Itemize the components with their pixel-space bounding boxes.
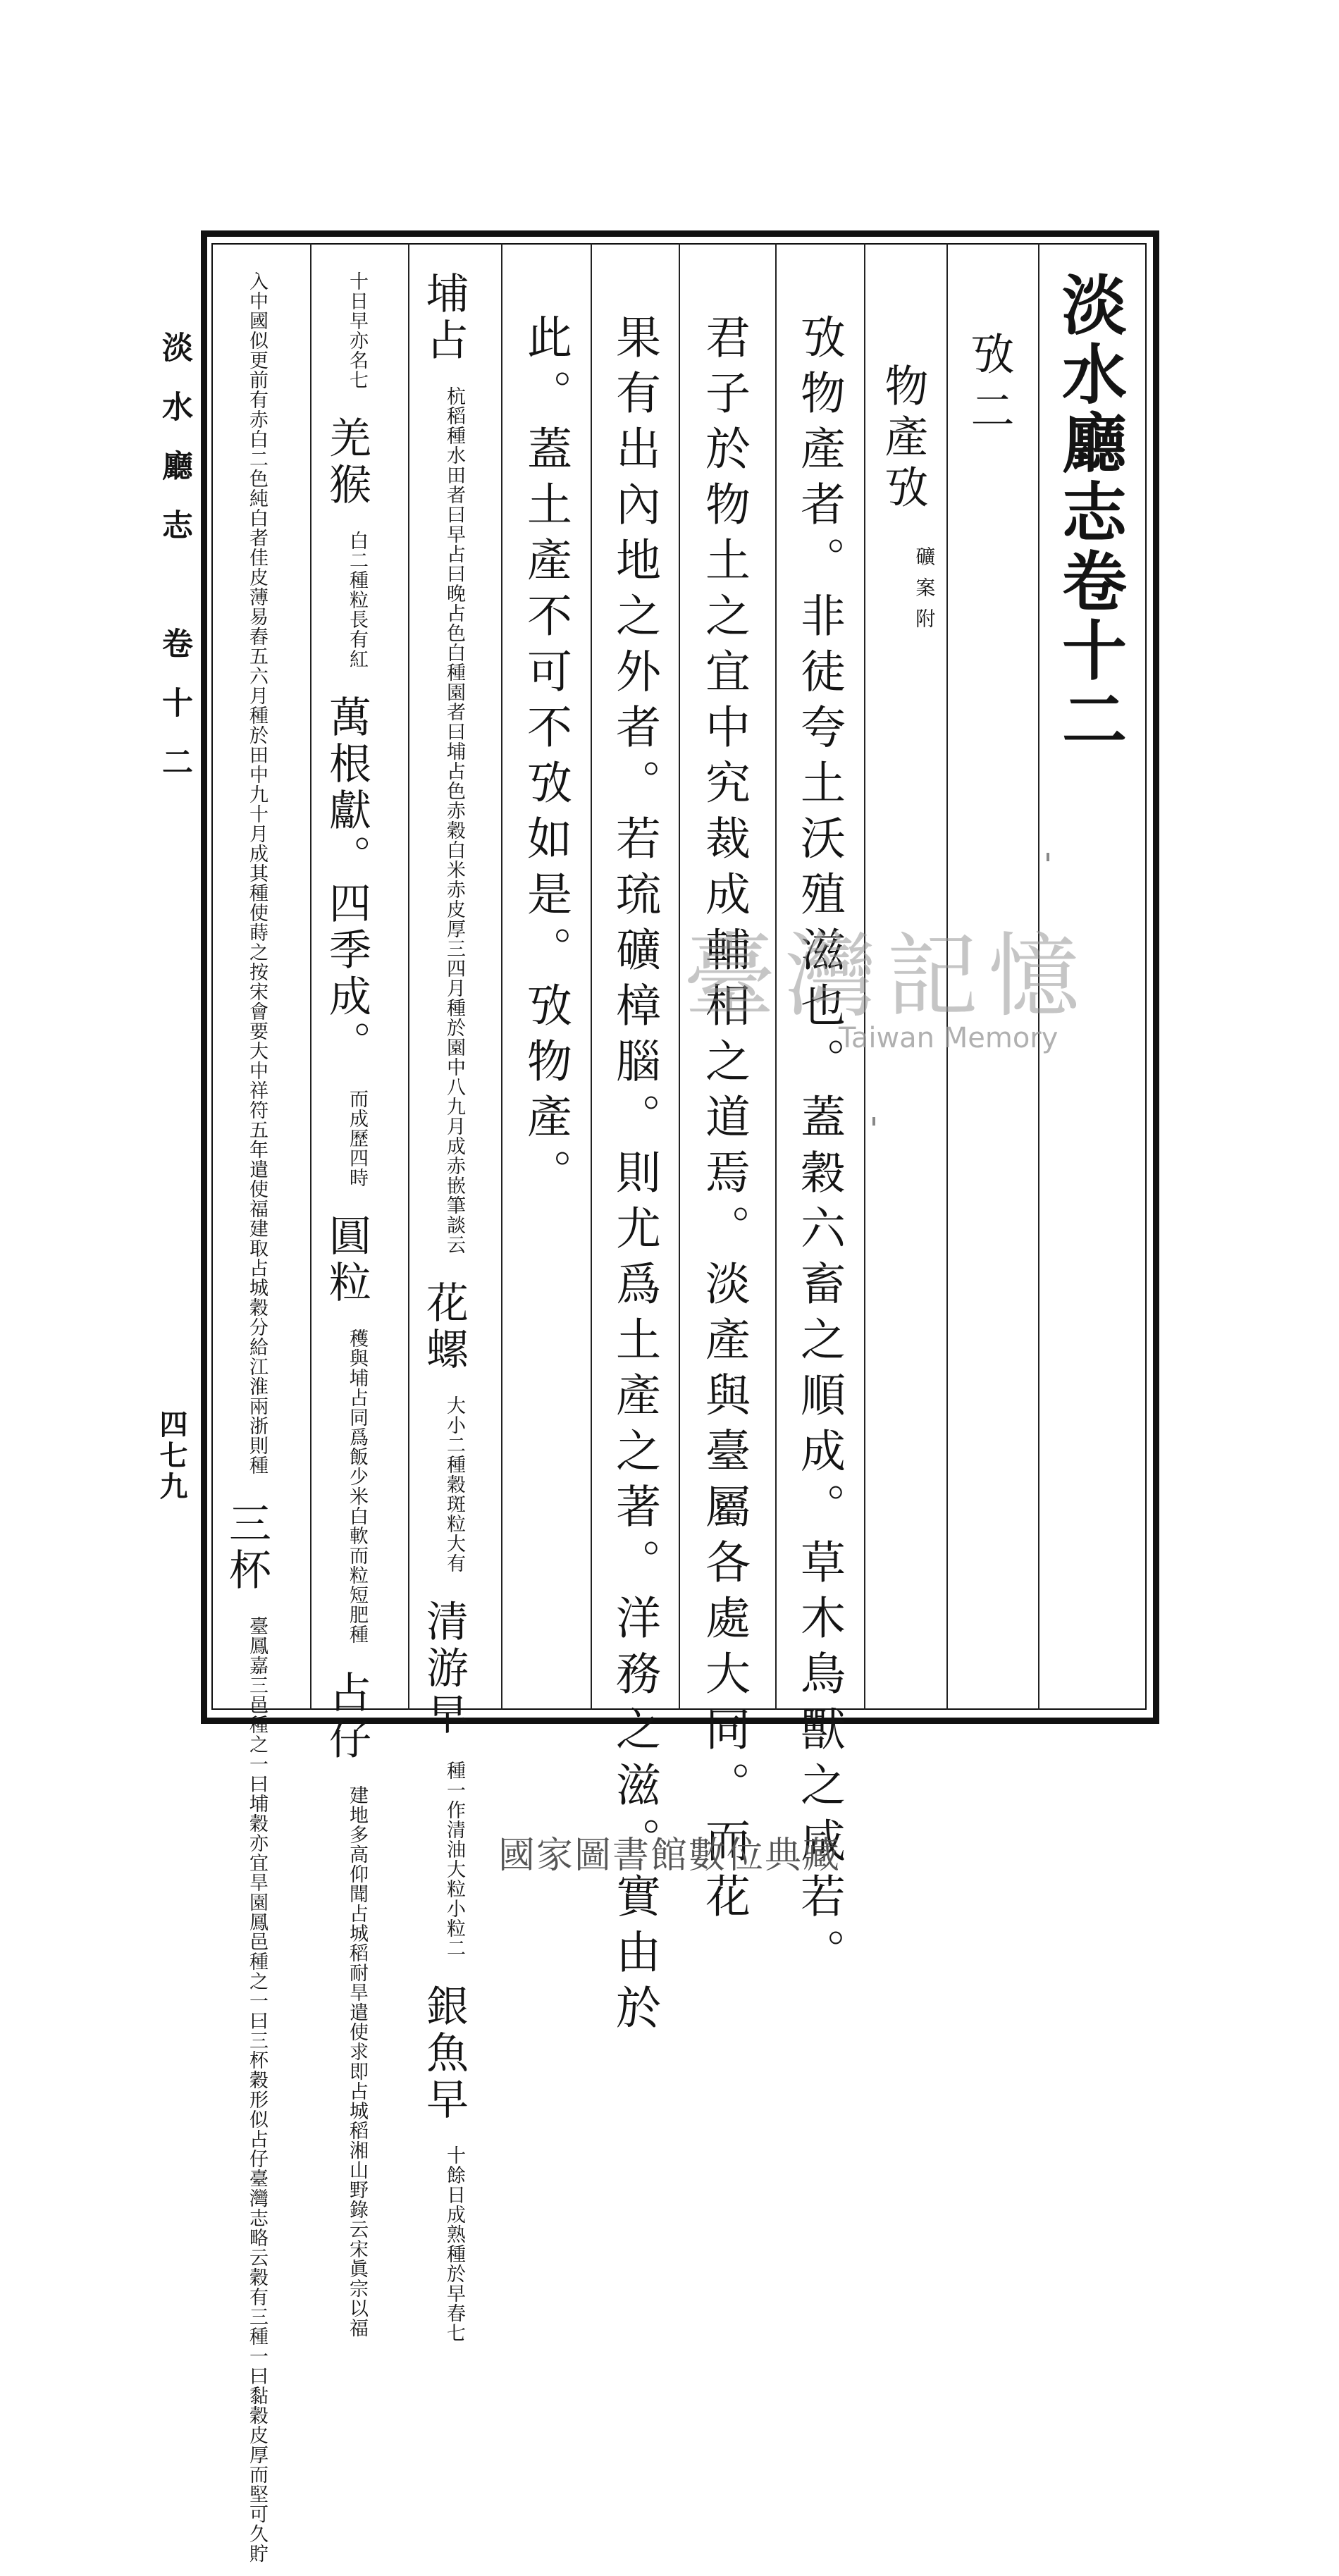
scan-mark	[872, 1117, 875, 1126]
item-name: 萬根獻。四季成。	[322, 695, 371, 1067]
item-name: 銀魚早	[419, 1984, 469, 2124]
item-note-line: 穀白米赤皮厚三四月種於園中八九月成赤嵌筆談云	[443, 820, 465, 1255]
item-name: 埔占	[419, 271, 469, 364]
item-note-line: 白二種	[346, 531, 368, 590]
body-line: 君子於物土之宜中究裁成輔相之道焉。淡產與臺屬各處大同。而花	[698, 314, 750, 1928]
subsection-note: 礦案附	[913, 546, 937, 639]
watermark	[684, 923, 1090, 1078]
item-name: 清游早	[419, 1599, 469, 1739]
section-heading: 攷二	[963, 331, 1015, 444]
volume-title: 淡水廳志卷十二	[1051, 271, 1128, 755]
running-head: 淡水廳志 卷十二	[156, 331, 192, 805]
item-note-line: 其種使蒔之按宋會要大中祥符五年遣使福建取占城穀分給江淮兩浙則種	[246, 863, 268, 1475]
item-note-line: 十餘日成熟	[443, 2145, 465, 2244]
item-note-line: 種一作清油	[443, 1761, 465, 1859]
item-name: 花螺	[419, 1281, 469, 1374]
item-note	[443, 1395, 465, 1573]
item-note	[443, 386, 465, 1255]
item-note	[246, 1616, 268, 2563]
item-note-line: 穀斑粒大有	[443, 1474, 465, 1573]
item-column-1	[419, 271, 469, 2355]
watermark-chinese: 臺灣記憶	[684, 923, 1090, 1030]
page-number: 四七九	[155, 1410, 188, 1503]
item-note-line: 入中國似更前有赤白二色純白者佳皮薄易舂五六月種於田中九十月成	[246, 271, 268, 863]
column-rule	[501, 243, 502, 1710]
body-line: 果有出內地之外者。若琉礦樟腦。則尤爲土產之著。洋務之滋。實由於	[608, 314, 660, 2040]
body-line: 此。蓋土產不可不攷如是。攷物產。	[519, 314, 572, 1204]
item-name: 三杯	[222, 1501, 271, 1594]
item-name: 羌猴	[322, 416, 371, 509]
item-note	[346, 1329, 368, 1644]
item-note-line: 米白軟而粒短肥種	[346, 1486, 368, 1644]
subsection-heading: 物產攷	[877, 363, 929, 515]
scan-mark	[1047, 853, 1049, 861]
item-column-2	[322, 271, 371, 2350]
footer-credit: 國家圖書館數位典藏	[498, 1835, 841, 1877]
item-note-line: 臺鳳嘉三邑種之一曰埔穀亦宜旱園鳳邑種之一曰三杯穀	[246, 1616, 268, 2090]
item-note-line: 建地多高仰聞占城稻耐旱遣使求	[346, 1785, 368, 2062]
item-note	[346, 531, 368, 669]
item-note-line: 大小二種	[443, 1395, 465, 1474]
item-note-line: 杭稻種水田者曰早占曰晚占色白種園者曰埔占色赤	[443, 386, 465, 820]
item-note-line: 形似占仔臺灣志略云穀有三種一曰黏穀皮厚而堅可久貯	[246, 2090, 268, 2563]
item-note-line: 大粒小粒二	[443, 1859, 465, 1958]
item-note	[346, 1089, 368, 1188]
item-name: 圓粒	[322, 1214, 371, 1307]
item-note-line: 歷四時	[346, 1128, 368, 1188]
item-note-line: 粒長有紅	[346, 590, 368, 669]
body-line: 攷物產者。非徒夸土沃殖滋也。蓋穀六畜之順成。草木鳥獸之咸若。	[793, 314, 845, 1984]
watermark-english: Taiwan Memory	[839, 1022, 1059, 1054]
item-name: 占仔	[322, 1670, 371, 1763]
item-note	[443, 2145, 465, 2343]
item-column-3	[222, 271, 271, 2576]
item-note-line: 而成	[346, 1089, 368, 1128]
column-rule	[679, 243, 680, 1710]
column-rule	[310, 243, 311, 1710]
item-note-line: 種於早春七	[443, 2244, 465, 2343]
column-rule	[591, 243, 592, 1710]
item-note-line: 十日早	[346, 271, 368, 331]
item-note-line: 亦名七	[346, 331, 368, 390]
item-note-line: 即占城稻湘山野錄云宋眞宗以福	[346, 2062, 368, 2338]
item-note	[346, 271, 368, 390]
item-note	[246, 271, 268, 1475]
item-note-line: 穫與埔占同爲飯少	[346, 1329, 368, 1486]
column-rule	[408, 243, 409, 1710]
